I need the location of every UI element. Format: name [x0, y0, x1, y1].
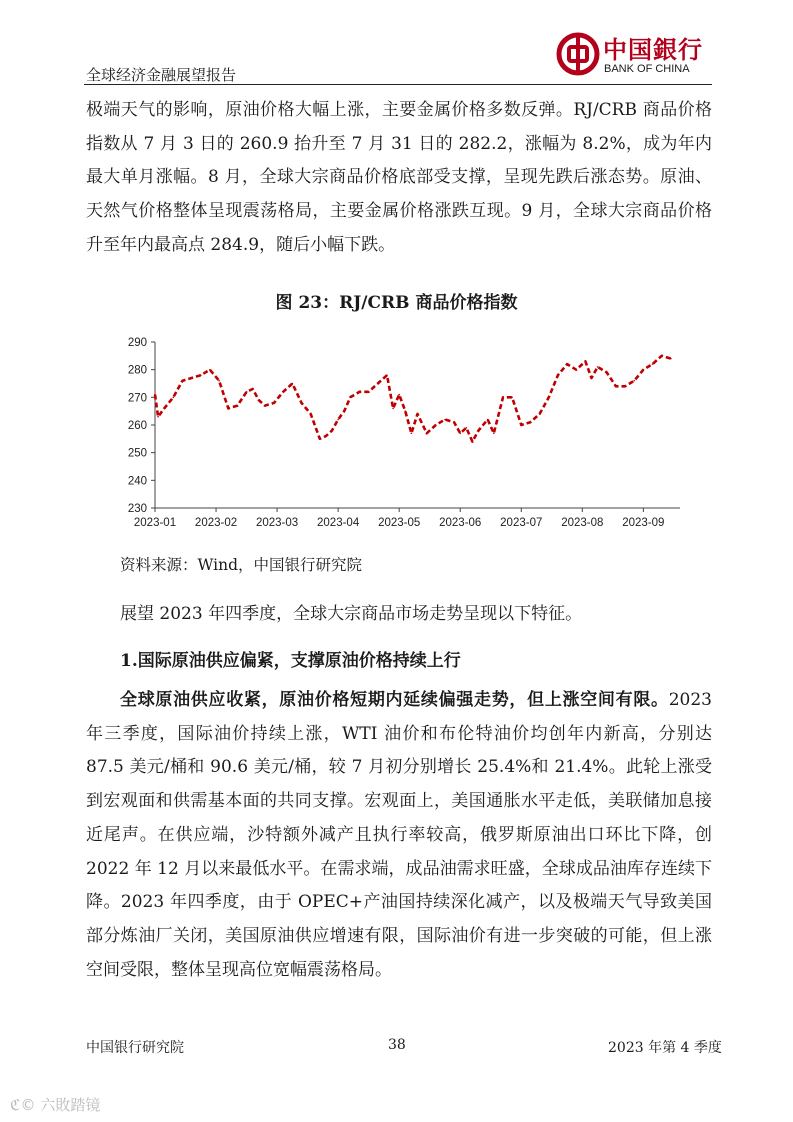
x-tick-label: 2023-08 [561, 517, 604, 529]
data-point [652, 363, 654, 365]
data-point [252, 388, 254, 390]
data-point [466, 427, 468, 429]
bank-logo-icon [556, 32, 600, 76]
x-tick-label: 2023-05 [378, 517, 421, 529]
data-point [417, 413, 419, 415]
data-point [350, 397, 352, 399]
x-tick-label: 2023-06 [439, 517, 482, 529]
intro-paragraph: 极端天气的影响，原油价格大幅上涨，主要金属价格多数反弹。RJ/CRB 商品价格指数从 7 月 3 日的 260.9 抬升至 7 月 31 日的 282.2，涨幅为 8.2%，成为年内最大单月涨幅。8 月，全球大宗商品价格底部受支撑，呈现先跌后涨态势。原油、天然气价格整体呈现震荡格局，主要金属价格涨跌互现。9 月，全球大宗商品价格升至年内最高点 284.9，随后小幅下跌。 [86, 100, 712, 255]
commodity-index-chart [110, 330, 710, 530]
data-point [411, 433, 413, 435]
data-point [521, 424, 523, 426]
section-heading: 1.国际原油供应偏紧，支撑原油价格持续上行 [120, 651, 461, 671]
data-point [472, 441, 474, 443]
footer-period: 2023 年第 4 季度 [608, 1040, 722, 1056]
data-point [398, 394, 400, 396]
data-point [444, 419, 446, 421]
data-point [511, 397, 513, 399]
page-number: 38 [388, 1037, 406, 1053]
data-point [643, 369, 645, 371]
data-point [331, 430, 333, 432]
bank-logo [556, 30, 716, 82]
data-point [282, 391, 284, 393]
data-point [606, 372, 608, 374]
data-point [157, 416, 159, 418]
data-point [325, 435, 327, 437]
data-point [292, 383, 294, 385]
data-point [191, 377, 193, 379]
data-point [163, 408, 165, 410]
series-line-rj-crb [155, 356, 671, 442]
data-point [377, 383, 379, 385]
y-tick-label: 250 [127, 447, 147, 460]
data-point [566, 363, 568, 365]
data-point [218, 380, 220, 382]
data-point [557, 374, 559, 376]
x-tick-label: 2023-02 [194, 517, 238, 529]
data-point [624, 386, 626, 388]
data-point [209, 369, 211, 371]
data-point [597, 366, 599, 368]
data-point [228, 408, 230, 410]
data-point [359, 391, 361, 393]
figure-caption: 图 23：RJ/CRB 商品价格指数 [275, 293, 518, 313]
data-point [273, 402, 275, 404]
data-point [200, 374, 202, 376]
body-lead: 全球原油供应收紧，原油价格短期内延续偏强走势，但上涨空间有限。 [120, 690, 669, 710]
y-tick-label: 260 [127, 420, 147, 432]
data-point [319, 438, 321, 440]
data-point [264, 405, 266, 407]
data-point [548, 397, 550, 399]
x-tick-label: 2023-03 [255, 517, 299, 529]
watermark [10, 1094, 100, 1115]
y-tick-label: 280 [127, 364, 147, 377]
watermark-text: 六敗踏镜 [40, 1096, 101, 1114]
data-point [246, 391, 248, 393]
body-text: 2023 年三季度，国际油价持续上涨，WTI 油价和布伦特油价均创年内新高，分别达 87.5 美元/桶和 90.6 美元/桶，较 7 月初分别增长 25.4%和 21.4%。此轮上涨受到宏观面和供需基本面的共同支撑。宏观面上，美国通胀水平走低，美联储加息接近尾声。在供应端，沙特额外减产且执行率较高，俄罗斯原油出口环比下降，创 2022 年 12 月以来最低水平。在需求端，成品油需求旺盛，全球成品油库存连续下降。2023 年四季度，由于 OPEC+产油国持续深化减产，以及极端天气导致美国部分炼油厂关闭，美国原油供应增速有限，国际油价有进一步突破的可能，但上涨空间受限，整体呈现高位宽幅震荡格局。 [86, 690, 712, 980]
data-point [426, 433, 428, 435]
data-point [310, 413, 312, 415]
data-point [405, 410, 407, 412]
source-note: 资料来源：Wind，中国银行研究院 [120, 556, 363, 574]
data-point [530, 421, 532, 423]
data-point [661, 355, 663, 357]
data-point [453, 421, 455, 423]
y-tick-label: 270 [127, 392, 147, 405]
data-point [487, 419, 489, 421]
data-point [459, 433, 461, 435]
x-tick-label: 2023-01 [133, 517, 177, 529]
data-point [154, 394, 156, 396]
data-point [591, 377, 593, 379]
x-tick-label: 2023-04 [317, 517, 360, 529]
data-point [386, 374, 388, 376]
data-point [615, 386, 617, 388]
y-tick-label: 240 [127, 475, 147, 488]
data-point [478, 430, 480, 432]
y-tick-label: 290 [127, 337, 147, 349]
data-point [435, 424, 437, 426]
header-divider [84, 84, 712, 85]
body-paragraph [86, 684, 712, 987]
data-point [575, 369, 577, 371]
y-tick-label: 230 [127, 503, 147, 515]
data-point [173, 397, 175, 399]
data-point [337, 419, 339, 421]
outlook-line: 展望 2023 年四季度，全球大宗商品市场走势呈现以下特征。 [120, 604, 583, 624]
data-point [182, 380, 184, 382]
watermark-icon: ℭ© [10, 1096, 36, 1114]
report-title: 全球经济金融展望报告 [86, 66, 237, 84]
bank-logo-en: BANK OF CHINA [604, 63, 690, 75]
x-tick-label: 2023-07 [500, 517, 543, 529]
data-point [368, 391, 370, 393]
data-point [539, 413, 541, 415]
data-point [301, 402, 303, 404]
x-tick-label: 2023-09 [622, 517, 665, 529]
footer-org: 中国银行研究院 [86, 1040, 184, 1056]
data-point [343, 410, 345, 412]
data-point [502, 397, 504, 399]
data-point [237, 405, 239, 407]
bank-logo-cn: 中国銀行 [603, 35, 703, 64]
data-point [633, 380, 635, 382]
data-point [392, 408, 394, 410]
data-point [258, 399, 260, 401]
data-point [670, 358, 672, 360]
data-point [585, 361, 587, 363]
data-point [493, 433, 495, 435]
